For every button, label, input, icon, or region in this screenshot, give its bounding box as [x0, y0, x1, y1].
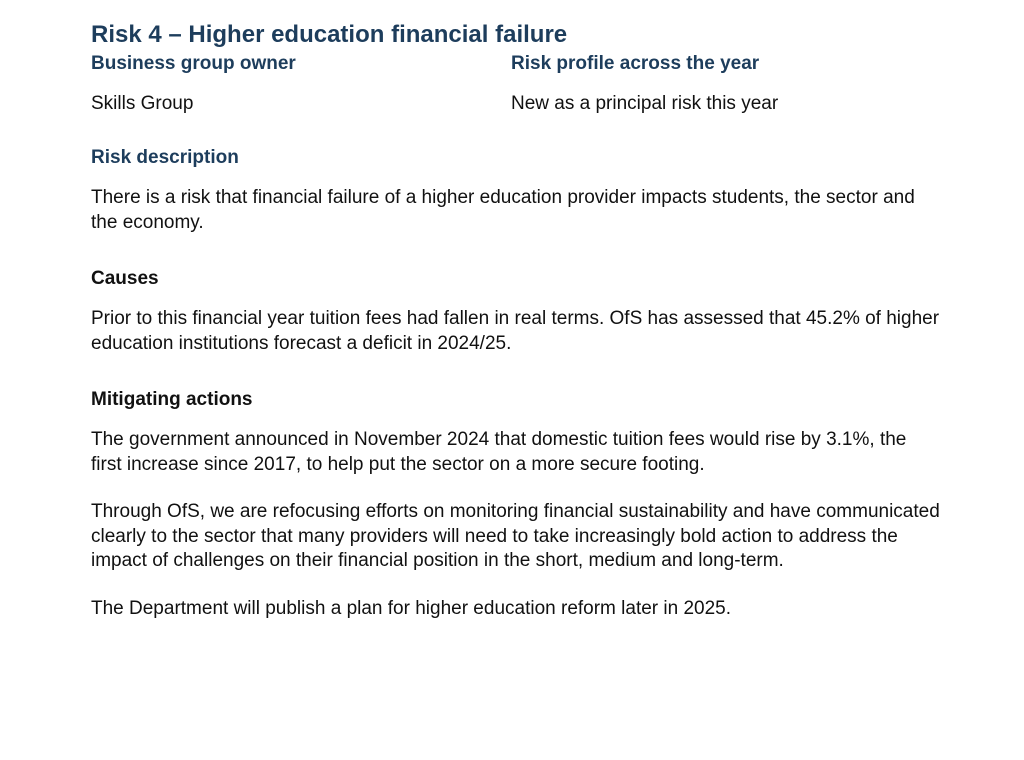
- mitigating-paragraph: The government announced in November 2024 that domestic tuition fees would rise by 3.1%, the first increase since 2017, to help put the sector on a more secure footing.: [91, 429, 907, 475]
- risk-meta-table: [91, 52, 941, 116]
- profile-column: [511, 52, 931, 116]
- risk-title: Risk 4 – Higher education financial failure: [91, 21, 568, 48]
- risk-document: [91, 20, 941, 621]
- mitigating-heading: Mitigating actions: [91, 389, 253, 410]
- mitigating-paragraph: Through OfS, we are refocusing efforts on monitoring financial sustainability and have communicated clearly to the sector that many providers will need to take increasingly bold action to address the impact of challenges on their financial position in the short, medium and long-term.: [91, 501, 940, 571]
- causes-text: Prior to this financial year tuition fees had fallen in real terms. OfS has assessed that 45.2% of higher education institutions forecast a deficit in 2024/25.: [91, 308, 940, 354]
- profile-heading: Risk profile across the year: [511, 53, 760, 74]
- description-heading: Risk description: [91, 147, 239, 168]
- owner-column: [91, 52, 511, 116]
- profile-value: New as a principal risk this year: [511, 93, 779, 114]
- owner-heading: Business group owner: [91, 53, 296, 74]
- description-text: There is a risk that financial failure of a higher education provider impacts students, the sector and the economy.: [91, 187, 915, 233]
- mitigating-paragraph: The Department will publish a plan for higher education reform later in 2025.: [91, 597, 732, 619]
- owner-value: Skills Group: [91, 93, 194, 114]
- causes-heading: Causes: [91, 268, 159, 289]
